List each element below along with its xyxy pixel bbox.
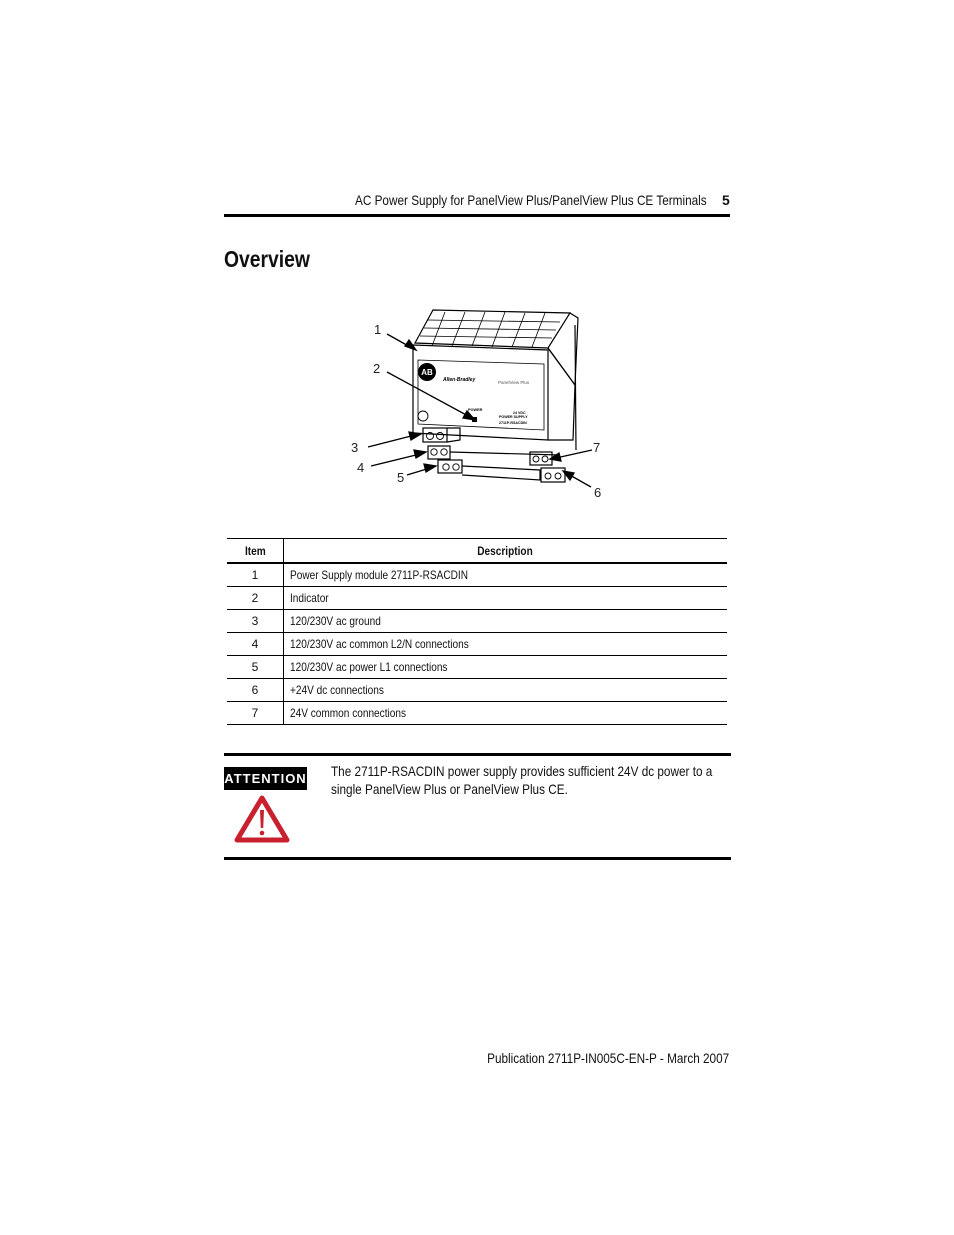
callout-6: 6 xyxy=(594,485,602,500)
callout-5: 5 xyxy=(397,470,405,485)
section-title-text: Overview xyxy=(224,246,310,272)
indicator-label: POWER xyxy=(468,408,483,412)
item-description-table xyxy=(227,538,727,725)
header-title: AC Power Supply for PanelView Plus/PanelView Plus CE Terminals xyxy=(355,192,707,208)
item-cell: 6 xyxy=(227,679,284,702)
item-cell: 2 xyxy=(227,587,284,610)
header-item-text: Item xyxy=(244,543,266,558)
attention-message: The 2711P-RSACDIN power supply provides sufficient 24V dc power to a single PanelView Plus or PanelView Plus CE. xyxy=(331,763,713,797)
table-row xyxy=(227,587,727,610)
section-title xyxy=(224,246,326,273)
callout-3: 3 xyxy=(351,440,359,455)
description-cell xyxy=(284,656,728,679)
brand-text: Allen-Bradley xyxy=(443,377,476,383)
attention-text xyxy=(331,762,811,798)
description-text: 120/230V ac ground xyxy=(290,614,381,628)
table-row xyxy=(227,679,727,702)
table-row xyxy=(227,656,727,679)
header-rule xyxy=(224,214,730,217)
table-row xyxy=(227,610,727,633)
item-cell: 5 xyxy=(227,656,284,679)
description-cell xyxy=(284,633,728,656)
footer-text: Publication 2711P-IN005C-EN-P - March 2007 xyxy=(486,1050,729,1066)
description-cell xyxy=(284,563,728,587)
publication-footer xyxy=(441,1050,729,1066)
label-line: 2711P-RSACDIN xyxy=(499,421,527,425)
description-text: 24V common connections xyxy=(290,706,406,720)
warning-triangle-icon xyxy=(234,794,290,844)
page-number: 5 xyxy=(722,192,730,208)
item-cell: 7 xyxy=(227,702,284,725)
table-row xyxy=(227,633,727,656)
table-row xyxy=(227,563,727,587)
label-line: POWER SUPPLY xyxy=(499,415,528,419)
product-text: PanelView Plus xyxy=(498,380,530,385)
callout-1: 1 xyxy=(374,322,382,337)
description-text: 120/230V ac power L1 connections xyxy=(290,660,448,674)
description-text: 120/230V ac common L2/N connections xyxy=(290,637,469,651)
header-description-text: Description xyxy=(477,543,534,558)
item-cell: 3 xyxy=(227,610,284,633)
header-description xyxy=(284,539,728,564)
attention-top-rule xyxy=(224,753,731,756)
description-text: Indicator xyxy=(290,591,329,605)
table-header-row xyxy=(227,539,727,564)
description-cell xyxy=(284,702,728,725)
description-text: Power Supply module 2711P-RSACDIN xyxy=(290,568,468,582)
front-panel xyxy=(413,345,548,440)
item-cell: 4 xyxy=(227,633,284,656)
logo-text: AB xyxy=(421,368,433,377)
callout-7: 7 xyxy=(593,440,601,455)
description-cell xyxy=(284,679,728,702)
callout-4: 4 xyxy=(357,460,365,475)
description-cell xyxy=(284,610,728,633)
label-line: 24 VDC xyxy=(513,411,526,415)
attention-badge: ATTENTION xyxy=(224,767,307,790)
running-header xyxy=(288,192,707,208)
callout-2: 2 xyxy=(373,361,381,376)
description-text: +24V dc connections xyxy=(290,683,384,697)
description-cell xyxy=(284,587,728,610)
item-cell: 1 xyxy=(227,563,284,587)
attention-bottom-rule xyxy=(224,857,731,860)
table-row xyxy=(227,702,727,725)
power-supply-diagram xyxy=(340,300,620,510)
header-item xyxy=(227,539,284,564)
